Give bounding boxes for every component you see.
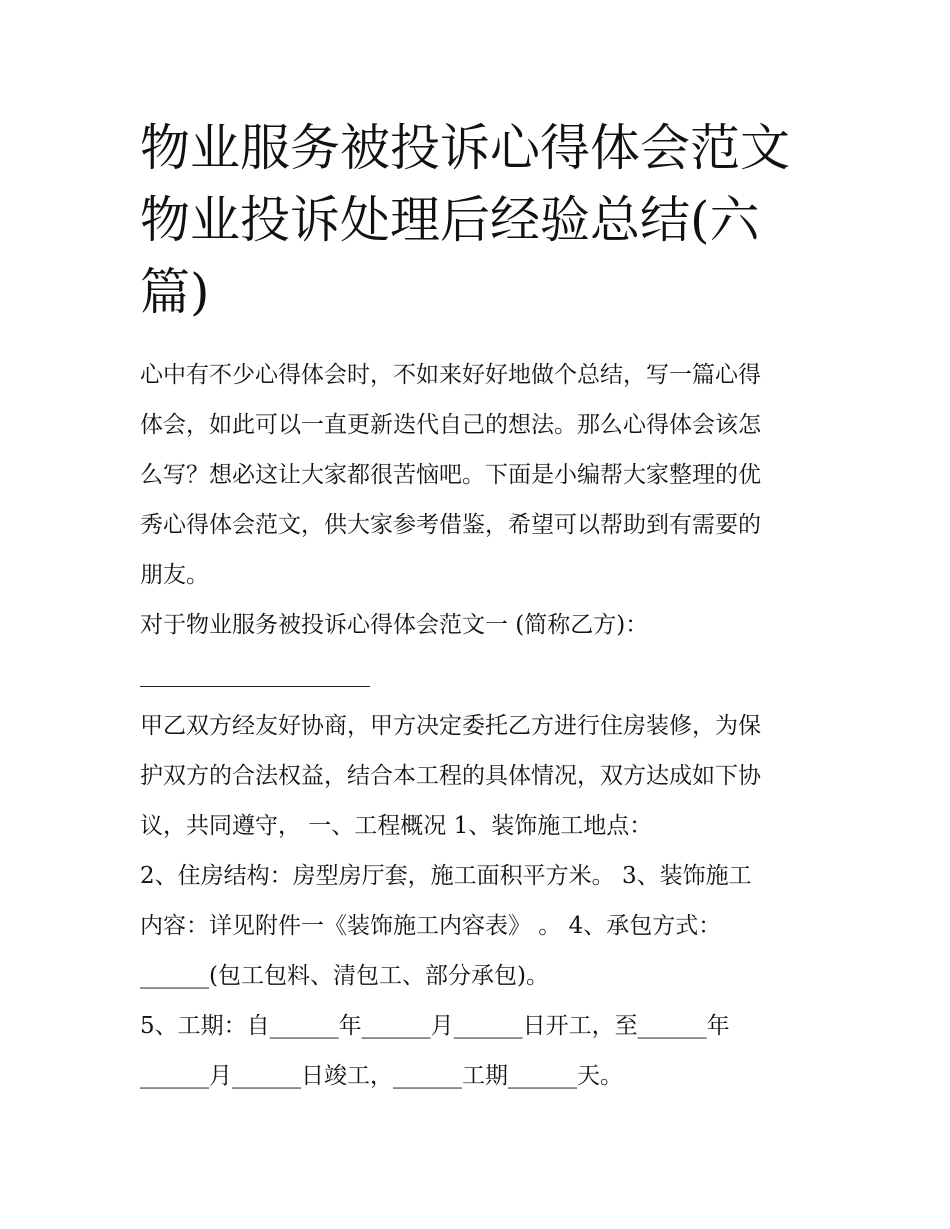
title-line-1: 物业服务被投诉心得体会范文 xyxy=(140,119,790,177)
intro-line: 么写？想必这让大家都很苦恼吧。下面是小编帮大家整理的优 xyxy=(140,462,761,488)
body-line: 2、住房结构：房型房厅套，施工面积平方米。 3、装饰施工 xyxy=(140,863,752,889)
document-page xyxy=(140,112,820,1101)
body-paragraph-2 xyxy=(140,851,820,1001)
body-line: 护双方的合法权益，结合本工程的具体情况，双方达成如下协 xyxy=(140,763,761,789)
intro-line: 朋友。 xyxy=(140,562,209,588)
intro-line: 体会，如此可以一直更新迭代自己的想法。那么心得体会该怎 xyxy=(140,412,761,438)
section-heading xyxy=(140,600,820,650)
body-paragraph-1 xyxy=(140,701,820,851)
body-paragraph-3 xyxy=(140,1001,820,1101)
body-line: 内容：详见附件一《装饰施工内容表》 。 4、承包方式： xyxy=(140,913,722,939)
section-heading-text: 对于物业服务被投诉心得体会范文一 (简称乙方)： xyxy=(140,612,649,638)
intro-line: 心中有不少心得体会时，不如来好好地做个总结，写一篇心得 xyxy=(140,362,761,388)
body-line: 甲乙双方经友好协商，甲方决定委托乙方进行住房装修，为保 xyxy=(140,713,761,739)
intro-line: 秀心得体会范文，供大家参考借鉴，希望可以帮助到有需要的 xyxy=(140,512,761,538)
blank-fill-line xyxy=(140,650,370,687)
body-line: 议，共同遵守， 一、工程概况 1、装饰施工地点： xyxy=(140,813,653,839)
intro-paragraph xyxy=(140,350,820,600)
body-line: ______月______日竣工，______工期______天。 xyxy=(140,1063,623,1089)
title-line-3: 篇) xyxy=(140,263,210,321)
document-title xyxy=(140,112,820,328)
body-line: 5、工期：自______年______月______日开工，至______年 xyxy=(140,1013,730,1039)
body-line: ______(包工包料、清包工、部分承包)。 xyxy=(140,963,549,989)
title-line-2: 物业投诉处理后经验总结(六 xyxy=(140,191,760,249)
